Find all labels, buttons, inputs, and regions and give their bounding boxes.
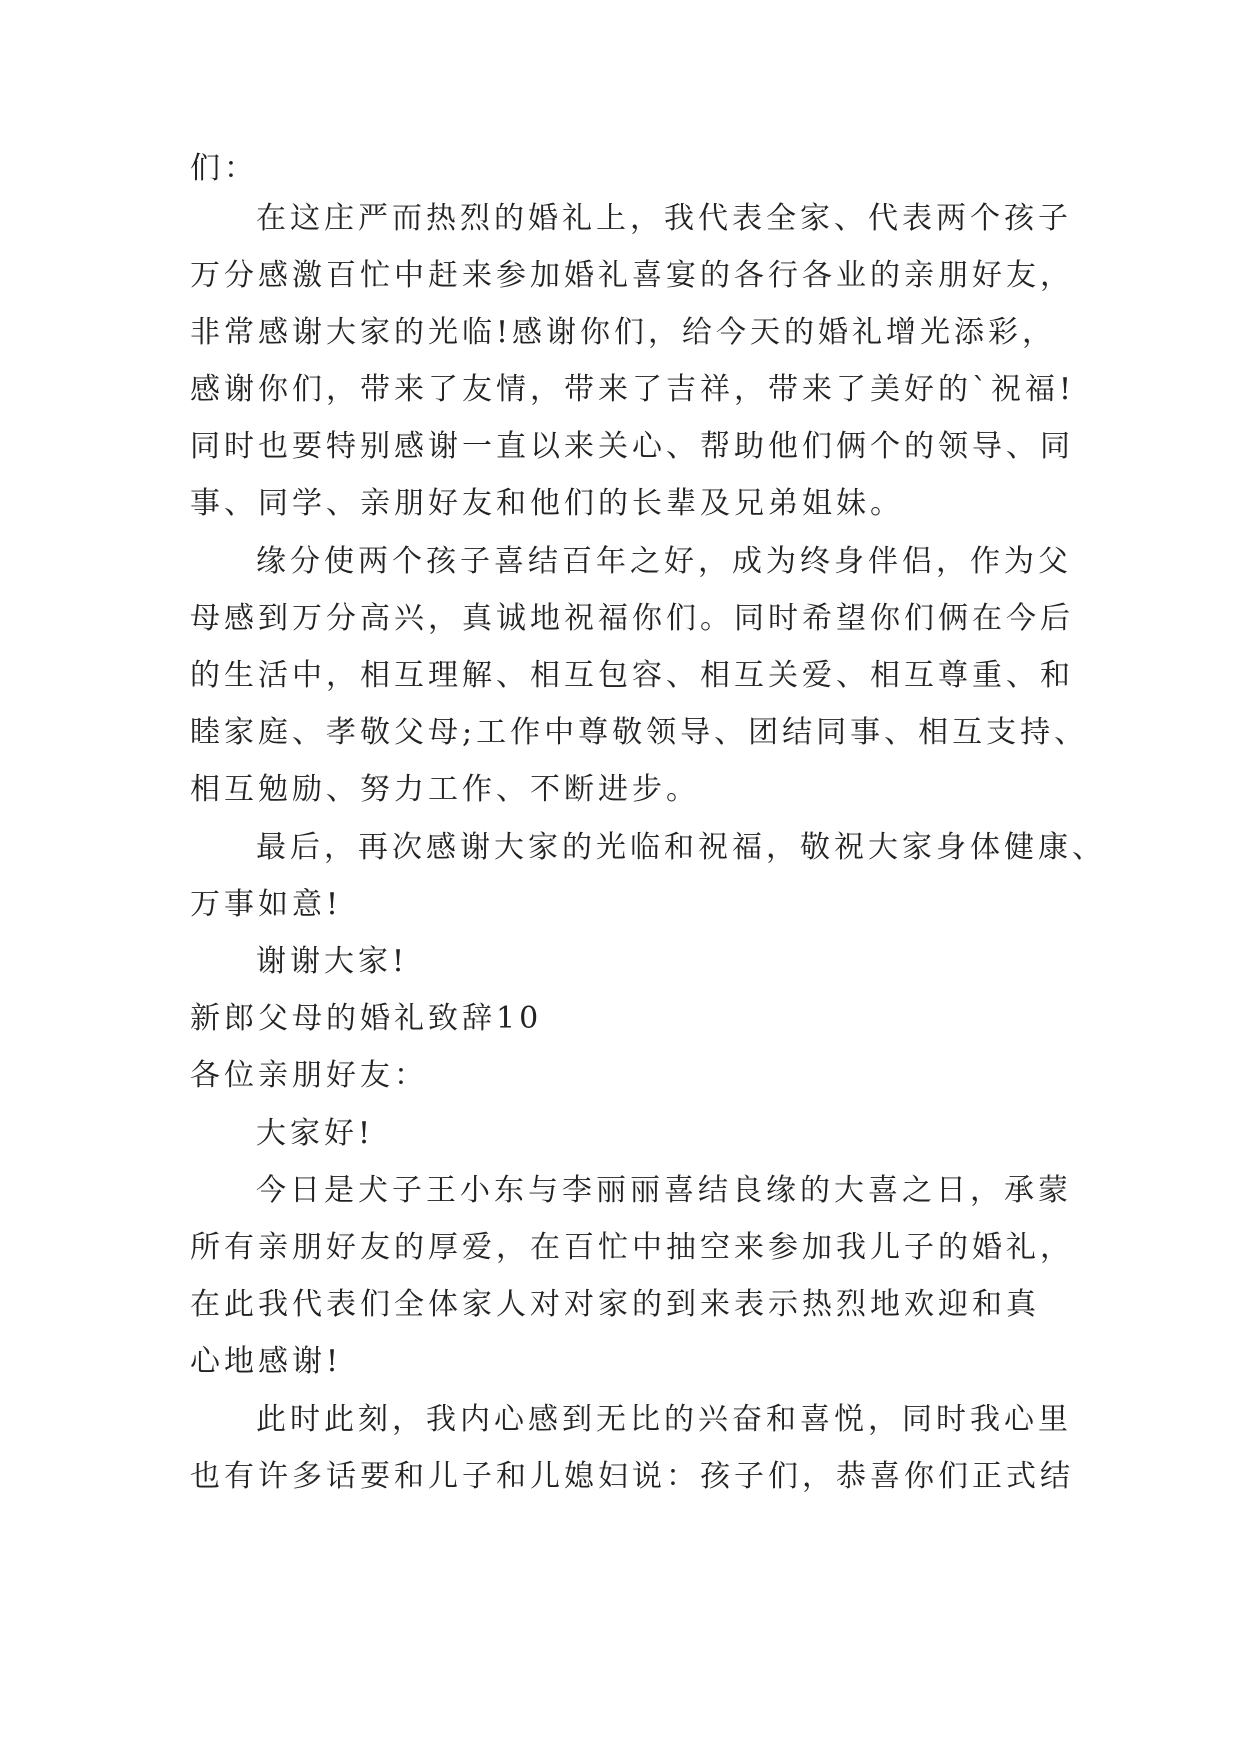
paragraph-line: 今日是犬子王小东与李丽丽喜结良缘的大喜之日，承蒙 <box>256 1173 1072 1208</box>
section-heading: 新郎父母的婚礼致辞10 <box>190 1001 543 1036</box>
paragraph-line: 感谢你们，带来了友情，带来了吉祥，带来了美好的`祝福! <box>190 372 1076 407</box>
paragraph-line: 们： <box>190 151 258 186</box>
paragraph-line: 也有许多话要和儿子和儿媳妇说：孩子们，恭喜你们正式结 <box>190 1459 1074 1494</box>
paragraph-line: 万事如意! <box>190 887 343 922</box>
paragraph-line: 缘分使两个孩子喜结百年之好，成为终身伴侣，作为父 <box>256 544 1072 579</box>
paragraph-line: 睦家庭、孝敬父母;工作中尊敬领导、团结同事、相互支持、 <box>190 715 1089 750</box>
paragraph-line: 所有亲朋好友的厚爱，在百忙中抽空来参加我儿子的婚礼， <box>190 1230 1074 1265</box>
paragraph-line: 非常感谢大家的光临!感谢你们，给今天的婚礼增光添彩， <box>190 315 1057 350</box>
paragraph-line: 相互勉励、努力工作、不断进步。 <box>190 772 700 807</box>
paragraph-line: 此时此刻，我内心感到无比的兴奋和喜悦，同时我心里 <box>256 1402 1072 1437</box>
paragraph-line: 万分感激百忙中赶来参加婚礼喜宴的各行各业的亲朋好友， <box>190 258 1074 293</box>
paragraph-line: 的生活中，相互理解、相互包容、相互关爱、相互尊重、和 <box>190 658 1074 693</box>
paragraph-line: 事、同学、亲朋好友和他们的长辈及兄弟姐妹。 <box>190 486 904 521</box>
paragraph-line: 心地感谢! <box>190 1344 343 1379</box>
paragraph-line: 同时也要特别感谢一直以来关心、帮助他们俩个的领导、同 <box>190 429 1074 464</box>
paragraph-line: 在这庄严而热烈的婚礼上，我代表全家、代表两个孩子 <box>256 201 1072 236</box>
greeting: 大家好! <box>256 1116 375 1151</box>
paragraph-line: 最后，再次感谢大家的光临和祝福，敬祝大家身体健康、 <box>256 830 1106 865</box>
paragraph-line: 在此我代表们全体家人对对家的到来表示热烈地欢迎和真 <box>190 1287 1040 1322</box>
paragraph-line: 谢谢大家! <box>256 944 409 979</box>
salutation: 各位亲朋好友： <box>190 1058 428 1093</box>
paragraph-line: 母感到万分高兴，真诚地祝福你们。同时希望你们俩在今后 <box>190 601 1074 636</box>
